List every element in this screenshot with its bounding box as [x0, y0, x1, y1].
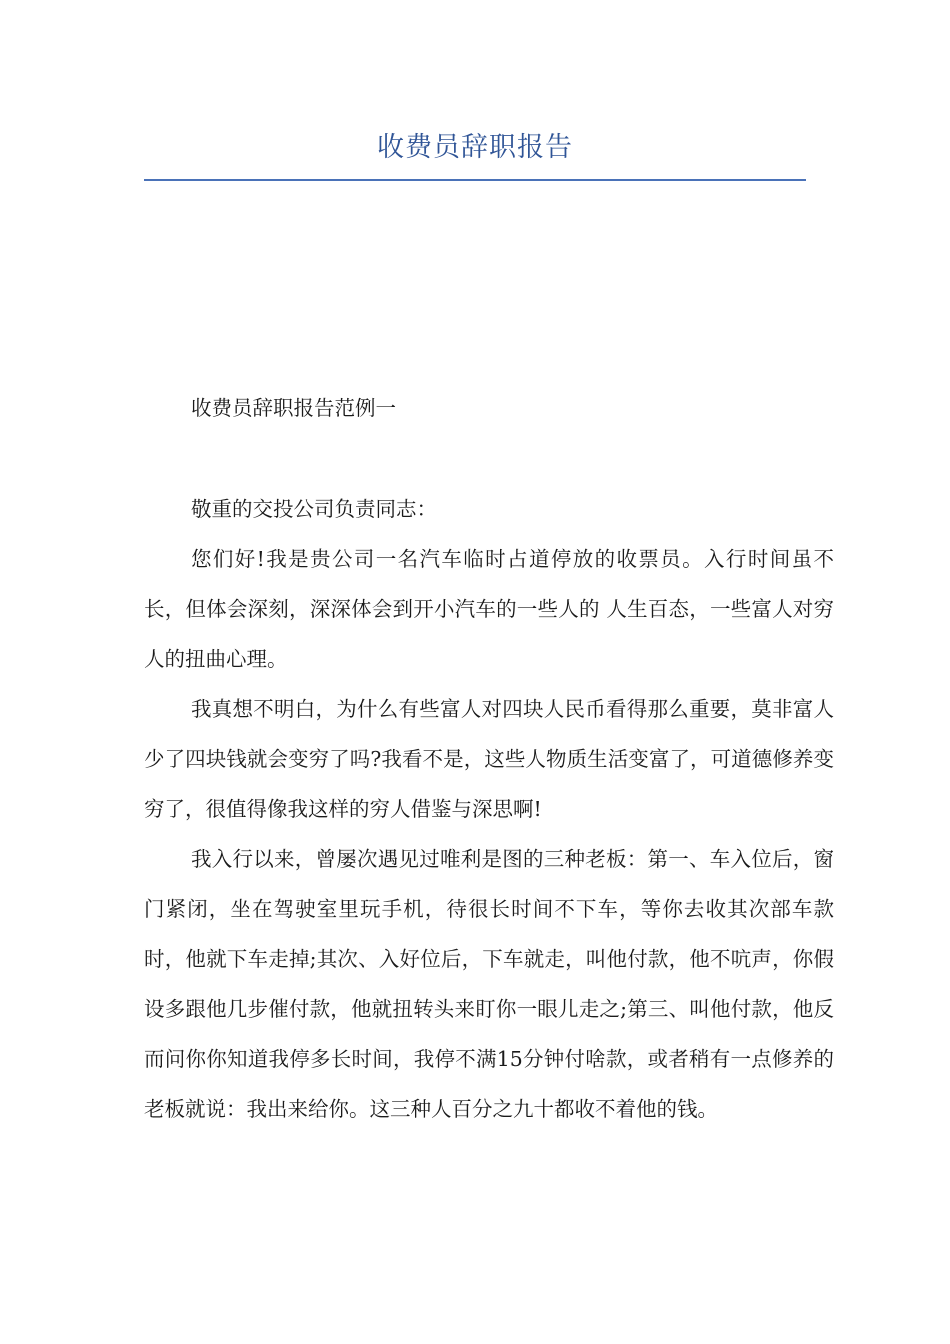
letter-body — [144, 484, 834, 1134]
paragraph-2: 我真想不明白，为什么有些富人对四块人民币看得那么重要，莫非富人少了四块钱就会变穷了吗?我看不是，这些人物质生活变富了，可道德修养变穷了，很值得像我这样的穷人借鉴与深思啊! — [144, 697, 834, 821]
salutation: 敬重的交投公司负责同志： — [191, 497, 437, 521]
section-heading-block — [144, 383, 834, 433]
document-title: 收费员辞职报告 — [377, 132, 573, 163]
paragraph-1: 您们好!我是贵公司一名汽车临时占道停放的收票员。入行时间虽不长，但体会深刻，深深体会到开小汽车的一些人的 人生百态，一些富人对穷人的扭曲心理。 — [144, 547, 834, 671]
section-heading: 收费员辞职报告范例一 — [191, 396, 396, 420]
paragraph-3: 我入行以来，曾屡次遇见过唯利是图的三种老板：第一、车入位后，窗门紧闭，坐在驾驶室里玩手机，待很长时间不下车，等你去收其次部车款时，他就下车走掉;其次、入好位后，下车就走，叫他付款，他不吭声，你假设多跟他几步催付款，他就扭转头来盯你一眼儿走之;第三、叫他付款，他反而问你你知道我停多长时间，我停不满15分钟付啥款，或者稍有一点修养的老板就说：我出来给你。这三种人百分之九十都收不着他的钱。 — [144, 847, 834, 1121]
title-underline — [144, 179, 806, 181]
